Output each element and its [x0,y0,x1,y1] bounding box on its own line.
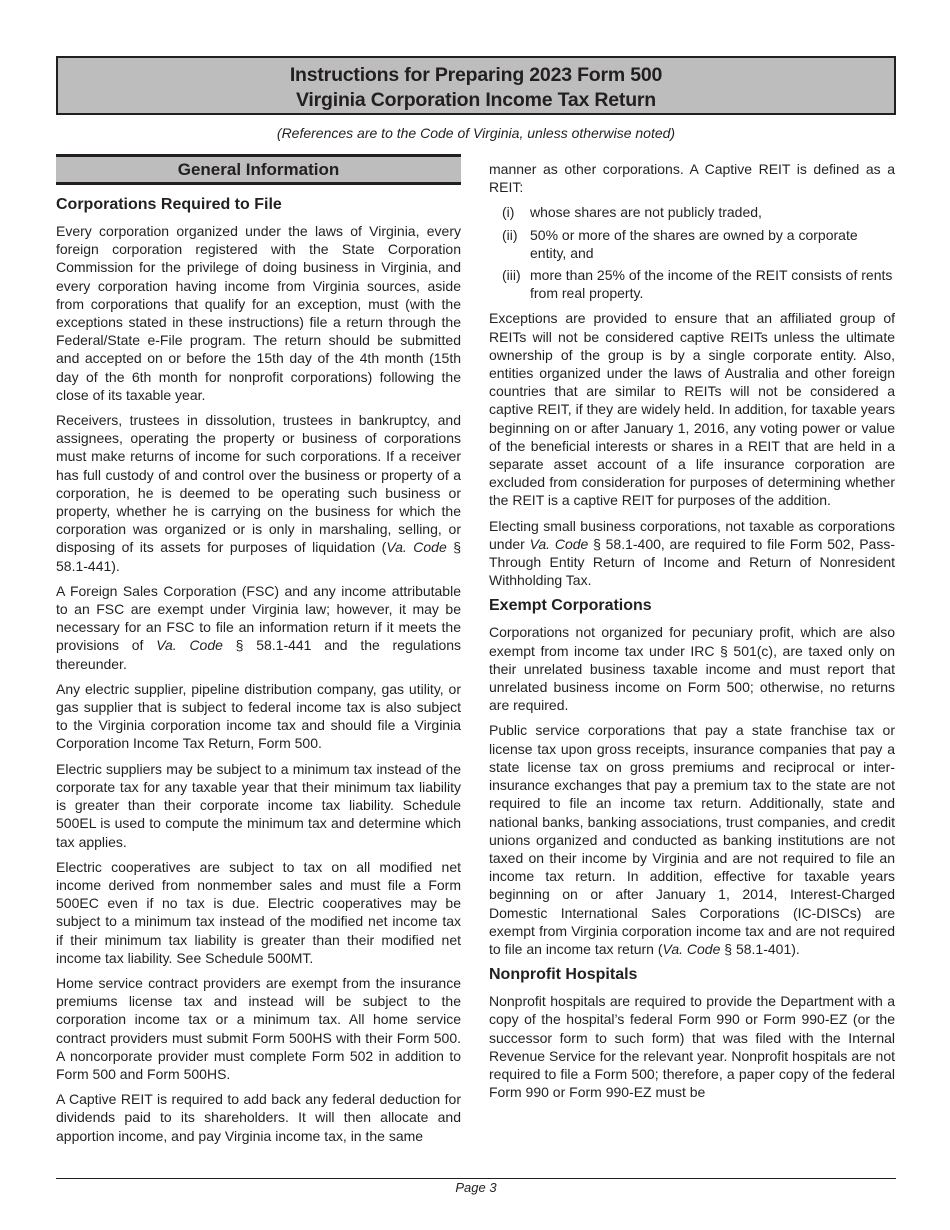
list-item-text: more than 25% of the income of the REIT consists of rents from real property. [530,267,893,302]
page-number: Page 3 [455,1180,497,1195]
text-run: Electing small business corporations, not taxable as corporations under [489,517,895,552]
document-title-line-2: Virginia Corporation Income Tax Return [295,89,657,111]
text-run: § 58.1-400, are required to file Form 502, Pass-Through Entity Return of Income and Return of Nonresident Withholding Tax. [489,535,895,589]
paragraph-electric-gas-suppliers: Any electric supplier, pipeline distribution company, gas utility, or gas supplier that is subject to federal income tax is also subject to the Virginia corporation income tax and should file a Virginia Corporation Income Tax Return, Form 500. [56,680,461,752]
code-citation: Va. Code [156,637,223,654]
text-run: Public service corporations that pay a state franchise tax or license tax upon gross receipts, insurance companies that pay a state license tax on gross premiums and reciprocal or inter-insurance exchanges that pay a premium tax to the state are not required to file an income tax return. Additionally, state and national banks, banking associations, trust companies, and credit unions organized and conducted as banking institutions are not taxed on their income by Virginia and are not required to file an income tax return. In addition, effective for taxable years beginning on or after January 1, 2014, Interest-Charged Domestic International Sales Corporations (IC-DISCs) are exempt from Virginia corporation income tax and are not required to file an income tax return ( [489,722,895,957]
paragraph-receivers-trustees [56,411,461,575]
list-item-number: (i) [502,204,515,221]
code-citation: Va. Code [386,539,447,556]
paragraph-foreign-sales-corporation [56,582,461,673]
text-run: A Foreign Sales Corporation (FSC) and any income attributable to an FSC are exempt under Virginia law; however, it may be necessary for an FSC to file an information return if it meets the provisions of [56,582,461,654]
list-item [489,226,895,262]
list-item-text: whose shares are not publicly traded, [530,204,762,221]
heading-nonprofit-hospitals: Nonprofit Hospitals [489,966,638,984]
left-column [56,154,461,1152]
paragraph-electric-cooperatives: Electric cooperatives are subject to tax on all modified net income derived from nonmember sales and must file a Form 500EC even if no tax is due. Electric cooperatives may be subject to a minimum tax instead of the modified net income tax if their minimum tax liability is greater than their modified net income tax liability. See Schedule 500MT. [56,858,461,966]
list-item [489,203,895,221]
section-title-general-information: General Information [56,154,461,185]
list-item-number: (iii) [502,267,521,284]
list-item-text: 50% or more of the shares are owned by a corporate entity, and [530,226,858,261]
document-title-line-1: Instructions for Preparing 2023 Form 500 [289,64,663,86]
paragraph-electing-small-business [489,517,895,590]
paragraph-who-must-file: Every corporation organized under the laws of Virginia, every foreign corporation registered with the State Corporation Commission for the privilege of doing business in Virginia, and every corporation having income from Virginia sources, aside from corporations that qualify for an exception, must (with the exceptions stated in these instructions) file a return through the Federal/State e-File program. The return should be submitted and accepted on or before the 15th day of the 4th month (15th day of the 6th month for nonprofit corporations) following the close of its taxable year. [56,223,461,403]
text-run: Receivers, trustees in dissolution, trustees in bankruptcy, and assignees, operating the property or business of corporations must make returns of income for such corporations. If a receiver has full custody of and control over the business or property of a corporation, he is deemed to be operating such business or property, whether he is carrying on the business for which the corporation was organized or is only in marshaling, selling, or disposing of its assets for purposes of liquidation ( [56,412,461,556]
captive-reit-criteria-list [489,203,895,302]
text-run: § 58.1-441 and the regulations thereunder. [56,637,462,672]
paragraph-reit-exceptions: Exceptions are provided to ensure that an affiliated group of REITs will not be considered captive REITs unless the ultimate ownership of the group is by a single corporate entity. Also, entities organized under the laws of Australia and other foreign countries that are similar to REITs will not be considered a captive REIT, if they are widely held. In addition, for taxable years beginning on or after January 1, 2016, any voting power or value of the beneficial interests or shares in a REIT that are held in a separate asset account of a life insurance corporation are excluded from consideration for purposes of determining whether the REIT is a captive REIT for purposes of the addition. [489,310,895,509]
code-citation: Va. Code [529,535,589,552]
paragraph-electric-suppliers-minimum-tax: Electric suppliers may be subject to a minimum tax instead of the corporate tax for any taxable year that their minimum tax liability is greater than their corporate income tax liability. Schedule 500EL is used to compute the minimum tax and determine which tax applies. [56,760,461,850]
paragraph-nonprofit-exempt: Corporations not organized for pecuniary profit, which are also exempt from income tax under IRC § 501(c), are taxed only on their unrelated business taxable income and must report that unrelated business income on Form 500; otherwise, no returns are required. [489,624,895,714]
heading-corporations-required-to-file: Corporations Required to File [56,196,282,213]
right-column [489,160,895,1108]
code-citation: Va. Code [662,940,721,957]
references-note: (References are to the Code of Virginia, unless otherwise noted) [276,125,676,141]
paragraph-captive-reit-continued: manner as other corporations. A Captive REIT is defined as a REIT: [489,161,895,196]
paragraph-captive-reit: A Captive REIT is required to add back any federal deduction for dividends paid to its shareholders. It will then allocate and apportion income, and pay Virginia income tax, in the same [56,1091,461,1144]
list-item-number: (ii) [502,226,518,243]
paragraph-public-service-corporations [489,721,895,958]
text-run: § 58.1-401). [720,940,800,957]
heading-exempt-corporations: Exempt Corporations [489,597,652,615]
paragraph-home-service-contract-providers: Home service contract providers are exempt from the insurance premiums license tax and instead will be subject to the corporation income tax or a minimum tax. All home service contract providers must submit Form 500HS with their Form 500. A noncorporate provider must complete Form 502 in addition to Form 500 and Form 500HS. [56,974,461,1082]
list-item [489,266,895,302]
paragraph-nonprofit-hospitals: Nonprofit hospitals are required to provide the Department with a copy of the hospital’s federal Form 990 or Form 990-EZ (or the successor form to such form) that was filed with the Internal Revenue Service for the relevant year. Nonprofit hospitals are not required to file a Form 500; therefore, a paper copy of the federal Form 990 or Form 990-EZ must be [489,993,895,1101]
document-title-box [56,56,896,115]
text-run: § 58.1-441). [56,539,461,574]
